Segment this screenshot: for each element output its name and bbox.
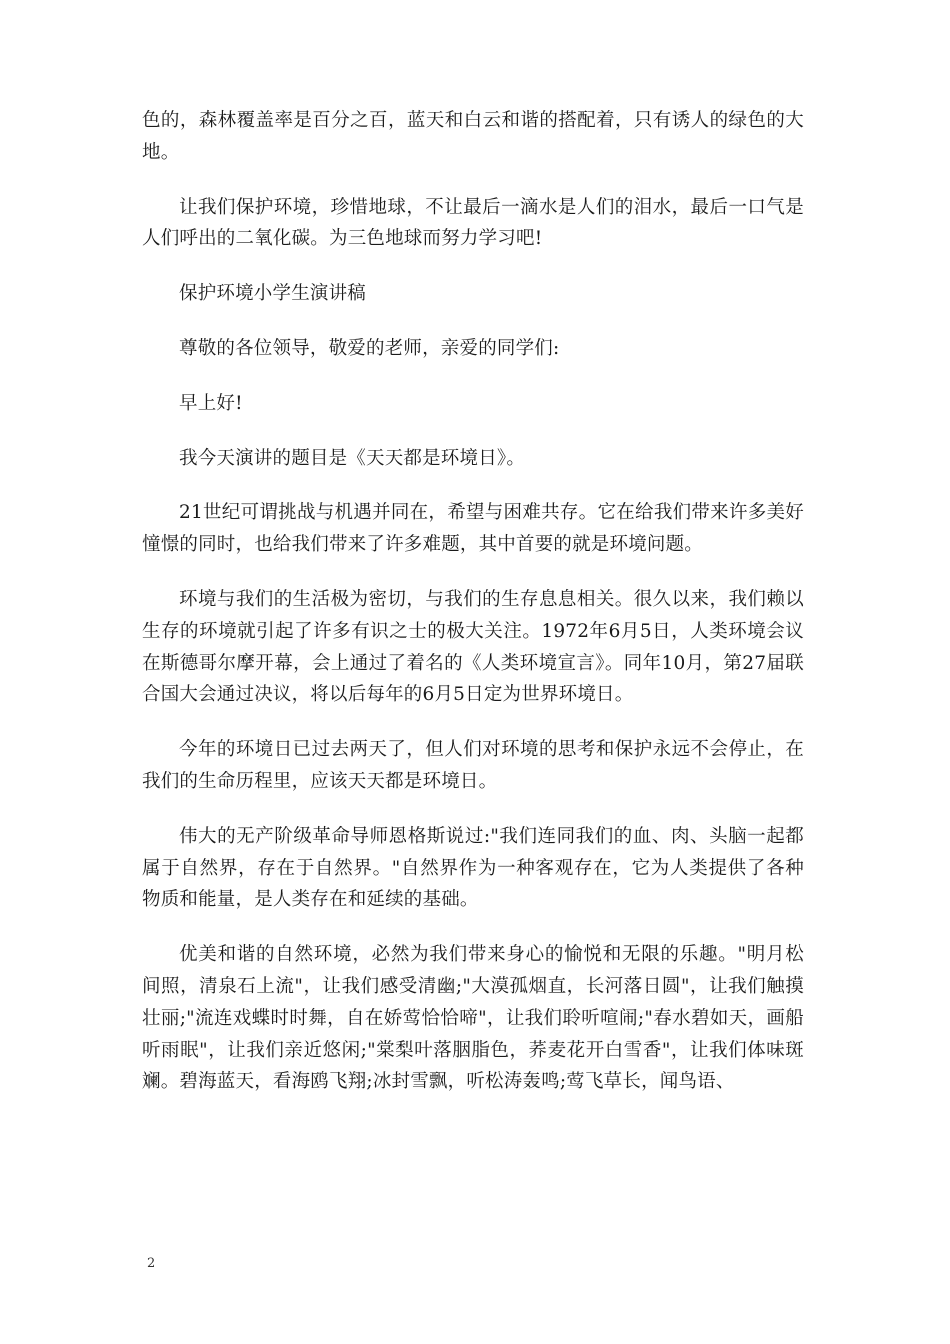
paragraph-2: 让我们保护环境，珍惜地球，不让最后一滴水是人们的泪水，最后一口气是人们呼出的二氧化碳。为三色地球而努力学习吧!: [142, 196, 804, 250]
paragraph-9: 今年的环境日已过去两天了，但人们对环境的思考和保护永远不会停止，在我们的生命历程里，应该天天都是环境日。: [142, 739, 804, 792]
paragraph-10: 伟大的无产阶级革命导师恩格斯说过:"我们连同我们的血、肉、头脑一起都属于自然界，存在于自然界。"自然界作为一种客观存在，它为人类提供了各种物质和能量，是人类存在和延续的基础。: [142, 825, 804, 911]
topic-statement: 我今天演讲的题目是《天天都是环境日》。: [179, 447, 526, 469]
speech-title: 保护环境小学生演讲稿: [179, 283, 367, 305]
paragraph-1: 色的，森林覆盖率是百分之百，蓝天和白云和谐的搭配着，只有诱人的绿色的大地。: [142, 110, 804, 163]
document-body: [142, 105, 804, 1121]
page-number: 2: [147, 1256, 156, 1271]
paragraph-8: 环境与我们的生活极为密切，与我们的生存息息相关。很久以来，我们赖以生存的环境就引起了许多有识之士的极大关注。1972年6月5日，人类环境会议在斯德哥尔摩开幕，会上通过了着名的《人类环境宣言》。同年10月，第27届联合国大会通过决议，将以后每年的6月5日定为世界环境日。: [142, 588, 804, 706]
paragraph-7: 21世纪可谓挑战与机遇并同在，希望与困难共存。它在给我们带来许多美好憧憬的同时，也给我们带来了许多难题，其中首要的就是环境问题。: [142, 502, 804, 556]
greeting: 早上好!: [179, 392, 243, 414]
paragraph-11: 优美和谐的自然环境，必然为我们带来身心的愉悦和无限的乐趣。"明月松间照，清泉石上流"，让我们感受清幽;"大漠孤烟直，长河落日圆"，让我们触摸壮丽;"流连戏蝶时时舞，自在娇莺恰恰啼"，让我们聆听喧闹;"春水碧如天，画船听雨眠"，让我们亲近悠闲;"棠梨叶落胭脂色，荞麦花开白雪香"，让我们体味斑斓。碧海蓝天，看海鸥飞翔;冰封雪飘，听松涛轰鸣;莺飞草长，闻鸟语、: [142, 944, 804, 1093]
salutation: 尊敬的各位领导，敬爱的老师，亲爱的同学们:: [179, 337, 560, 359]
